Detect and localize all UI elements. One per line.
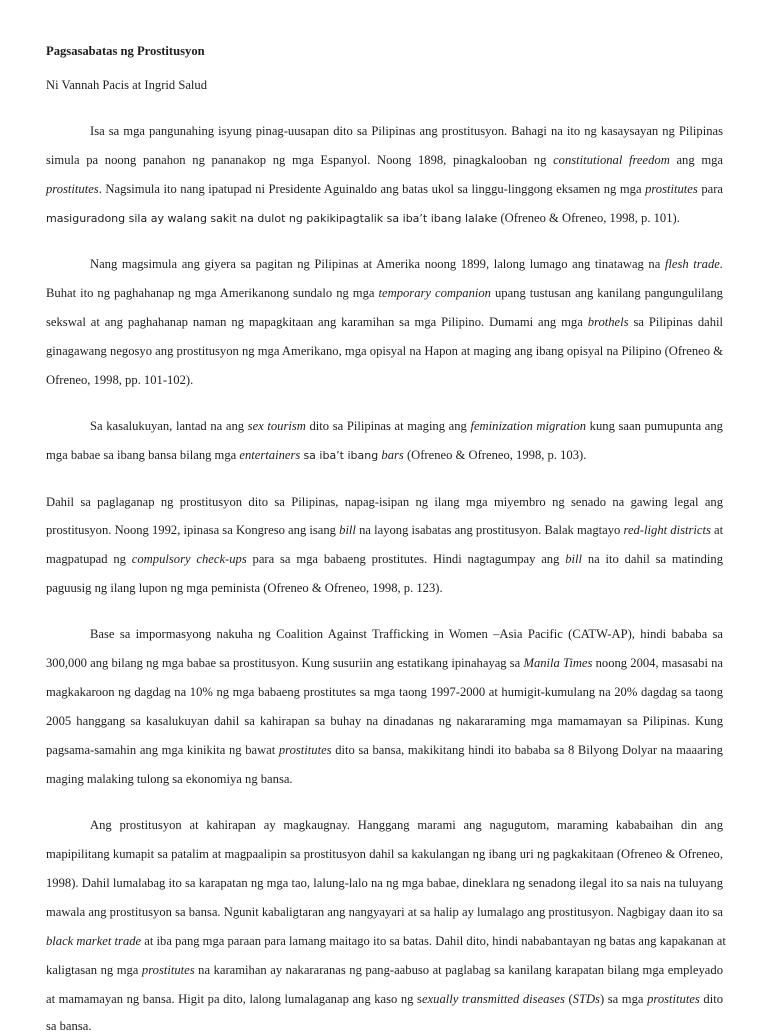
paragraph-5-line-2: 300,000 ang bilang ng mga babae sa prostitusyon. Kung susuriin ang estatikang ipinahayag sa Manila Times noong 2004, masasabi na (46, 656, 724, 670)
paragraph-1-line-3: prostitutes. Nagsimula ito nang ipatupad ni Presidente Aguinaldo ang batas ukol sa linggu-linggong eksamen ng mga prostitutes para (46, 182, 723, 196)
paragraph-4-line-2: prostitusyon. Noong 1992, ipinasa sa Kongreso ang isang bill na layong isabatas ang prostitusyon. Balak magtayo red-light districts at (46, 523, 724, 537)
paragraph-3-line-1: Sa kasalukuyan, lantad na ang sex tourism dito sa Pilipinas at maging ang feminization migration kung saan pumupunta ang (90, 419, 723, 433)
paragraph-6-line-6: kaligtasan ng mga prostitutes na karamihan ay nakararanas ng pang-aabuso at paglabag sa kanilang karapatan bilang mga empleyado (46, 963, 723, 977)
paragraph-2-line-4: ginagawang negosyo ang prostitusyon ng mga Amerikano, mga opisyal na Hapon at maging ang ibang opisyal na Pilipino (Ofreneo & (46, 344, 723, 358)
paragraph-2-line-3: sekswal at ang paghahanap naman ng mapagkitaan ang karamihan sa mga Pilipino. Dumami ang mga brothels sa Pilipinas dahil (46, 315, 723, 329)
paragraph-5-line-6: maging malaking tulong sa ekonomiya ng bansa. (46, 772, 293, 786)
paragraph-2-line-5: Ofreneo, 1998, pp. 101-102). (46, 373, 194, 387)
paragraph-3-line-2: mga babae sa ibang bansa bilang mga entertainers sa iba’t ibang bars (Ofreneo & Ofreneo, 1998, p. 103). (46, 448, 587, 462)
paragraph-2-line-2: Buhat ito ng paghahanap ng mga Amerikanong sundalo ng mga temporary companion upang tustusan ang kanilang pangungulilang (46, 286, 723, 300)
paragraph-1-line-1: Isa sa mga pangunahing isyung pinag-uusapan dito sa Pilipinas ang prostitusyon. Bahagi na ito ng kasaysayan ng Pilipinas (90, 124, 723, 138)
document-author: Ni Vannah Pacis at Ingrid Salud (46, 78, 208, 92)
paragraph-6-line-7: at mamamayan ng bansa. Higit pa dito, lalong lumalaganap ang kaso ng sexually transmitted diseases (STDs) sa mga prostitutes dito (46, 992, 723, 1006)
paragraph-2-line-1: Nang magsimula ang giyera sa pagitan ng Pilipinas at Amerika noong 1899, lalong lumago ang tinatawag na flesh trade. (90, 257, 724, 271)
paragraph-6-line-4: mawala ang prostitusyon sa bansa. Ngunit kabaligtaran ang nangyayari at sa halip ay lumalago ang prostitusyon. Nagbigay daan ito sa (46, 905, 723, 919)
paragraph-5-line-1: Base sa impormasyong nakuha ng Coalition Against Trafficking in Women –Asia Pacific (CATW-AP), hindi bababa sa (90, 627, 723, 641)
paragraph-5-line-4: 2005 hanggang sa kasalukuyan dahil sa kahirapan sa buhay na dinadanas ng nakararaming mga mamamayan sa Pilipinas. Kung (46, 714, 723, 728)
paragraph-6-line-1: Ang prostitusyon at kahirapan ay magkaugnay. Hanggang marami ang nagugutom, maraming kababaihan din ang (90, 818, 723, 832)
paragraph-6-line-8: sa bansa. (46, 1019, 92, 1033)
paragraph-4-line-4: paguusig ng ilang lupon ng mga peminista (Ofreneo & Ofreneo, 1998, p. 123). (46, 581, 443, 595)
paragraph-4-line-3: magpatupad ng compulsory check-ups para sa mga babaeng prostitutes. Hindi nagtagumpay ang bill na ito dahil sa matinding (46, 552, 724, 566)
paragraph-5-line-5: pagsama-samahin ang mga kinikita ng bawat prostitutes dito sa bansa, makikitang hindi ito bababa sa 8 Bilyong Dolyar na maaaring (46, 743, 723, 757)
document-title: Pagsasabatas ng Prostitusyon (46, 44, 205, 58)
paragraph-4-line-1: Dahil sa paglaganap ng prostitusyon dito sa Pilipinas, napag-isipan ng ilang mga miyembro ng senado na gawing legal ang (46, 495, 723, 509)
paragraph-6-line-2: mapipilitang kumapit sa patalim at magpaalipin sa prostitusyon dahil sa kakulangan ng ibang uri ng pagkakitaan (Ofreneo & Ofreneo, (46, 847, 723, 861)
paragraph-1-line-2: simula pa noong panahon ng pananakop ng mga Espanyol. Noong 1898, pinagkalooban ng constitutional freedom ang mga (46, 153, 723, 167)
paragraph-1-line-4: masiguradong sila ay walang sakit na dulot ng pakikipagtalik sa iba’t ibang lalake (Ofreneo & Ofreneo, 1998, p. 101). (46, 211, 680, 225)
paragraph-6-line-3: 1998). Dahil lumalabag ito sa karapatan ng mga tao, lalung-lalo na ng mga babae, dineklara ng senadong ilegal ito sa nais na tuluyang (46, 876, 723, 890)
paragraph-5-line-3: magkakaroon ng dagdag na 10% ng mga babaeng prostitutes sa mga taong 1997-2000 at humigit-kumulang na 20% dagdag sa taong (46, 685, 723, 699)
paragraph-6-line-5: black market trade at iba pang mga paraan para lamang maitago ito sa batas. Dahil dito, hindi nababantayan ng batas ang kapakanan at (46, 934, 726, 948)
